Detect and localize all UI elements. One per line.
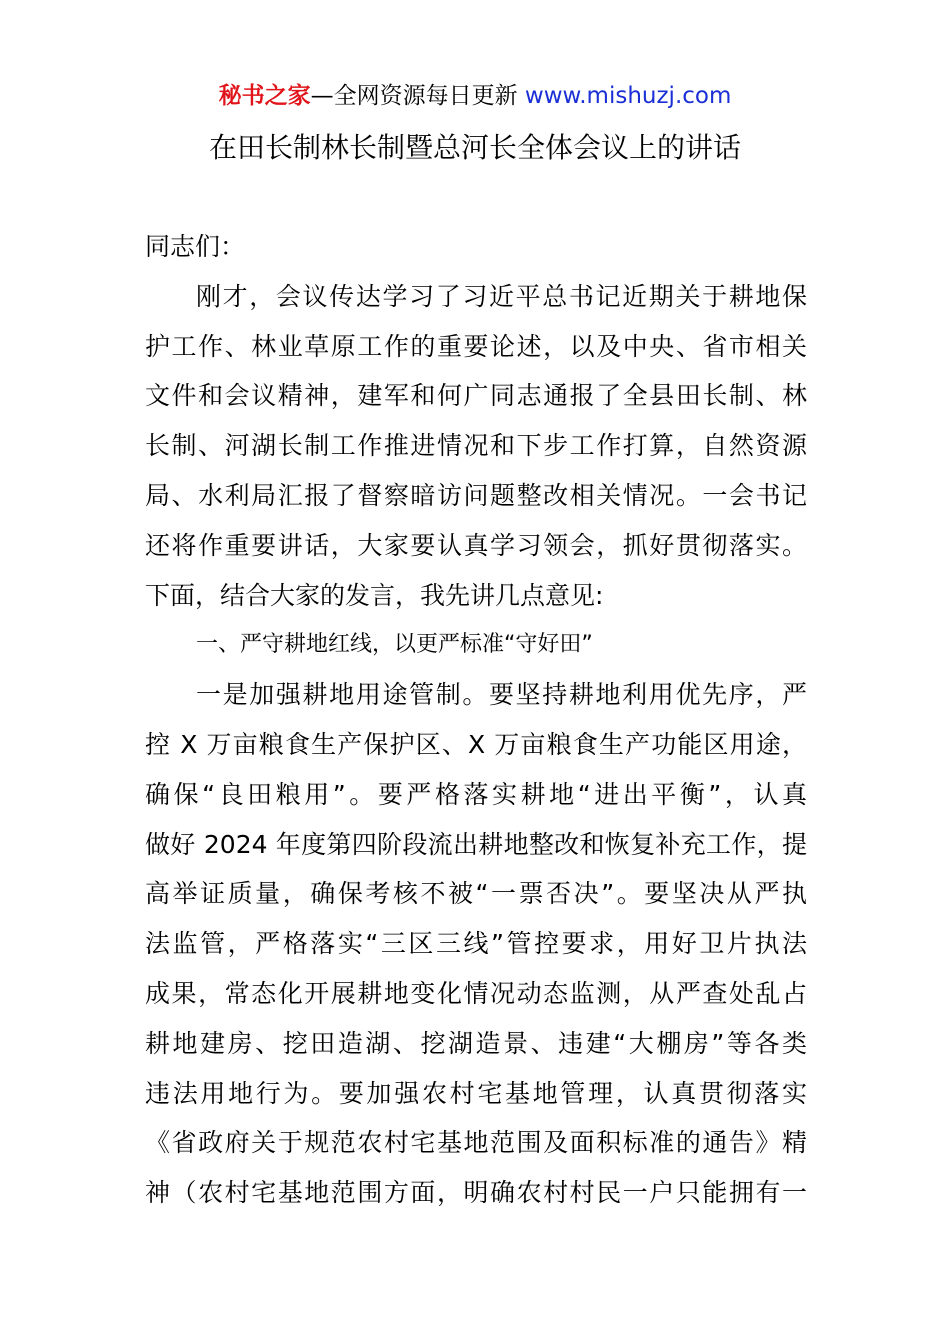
paragraph-line: 做好 2024 年度第四阶段流出耕地整改和恢复补充工作，提 <box>145 829 807 859</box>
paragraph-line: 高举证质量，确保考核不被“一票否决”。要坚决从严执 <box>145 879 807 909</box>
paragraph-line: 神（农村宅基地范围方面，明确农村村民一户只能拥有一 <box>145 1178 807 1208</box>
document-title: 在田长制林长制暨总河长全体会议上的讲话 <box>208 131 741 164</box>
paragraph-line: 文件和会议精神，建军和何广同志通报了全县田长制、林 <box>145 381 807 411</box>
paragraph-line: 局、水利局汇报了督察暗访问题整改相关情况。一会书记 <box>145 480 807 510</box>
header-tagline: —全网资源每日更新 <box>310 83 525 109</box>
paragraph-line: 法监管，严格落实“三区三线”管控要求，用好卫片执法 <box>145 929 807 959</box>
paragraph-line: 长制、河湖长制工作推进情况和下步工作打算，自然资源 <box>145 431 807 461</box>
paragraph-line: 护工作、林业草原工作的重要论述，以及中央、省市相关 <box>145 331 807 361</box>
paragraph-line: 《省政府关于规范农村宅基地范围及面积标准的通告》精 <box>145 1128 807 1158</box>
paragraph-line: 刚才，会议传达学习了习近平总书记近期关于耕地保 <box>196 281 807 311</box>
site-url-link[interactable]: www.mishuzj.com <box>524 83 732 109</box>
paragraph-line: 违法用地行为。要加强农村宅基地管理，认真贯彻落实 <box>145 1078 807 1108</box>
paragraph-line: 耕地建房、挖田造湖、挖湖造景、违建“大棚房”等各类 <box>145 1028 807 1058</box>
paragraph-line: 下面，结合大家的发言，我先讲几点意见: <box>145 580 604 610</box>
salutation: 同志们： <box>145 232 246 261</box>
document-body <box>145 222 807 1218</box>
site-header <box>0 78 950 114</box>
section-heading: 一、严守耕地红线，以更严标准“守好田” <box>196 632 593 658</box>
paragraph-line: 成果，常态化开展耕地变化情况动态监测，从严查处乱占 <box>145 978 807 1008</box>
paragraph-line: 一是加强耕地用途管制。要坚持耕地利用优先序，严 <box>196 680 807 710</box>
brand-name: 秘书之家 <box>218 83 311 109</box>
paragraph-line: 还将作重要讲话，大家要认真学习领会，抓好贯彻落实。 <box>145 530 807 560</box>
paragraph-line: 确保“良田粮用”。要严格落实耕地“进出平衡”，认真 <box>145 779 807 809</box>
paragraph-line: 控 X 万亩粮食生产保护区、X 万亩粮食生产功能区用途， <box>145 729 807 759</box>
